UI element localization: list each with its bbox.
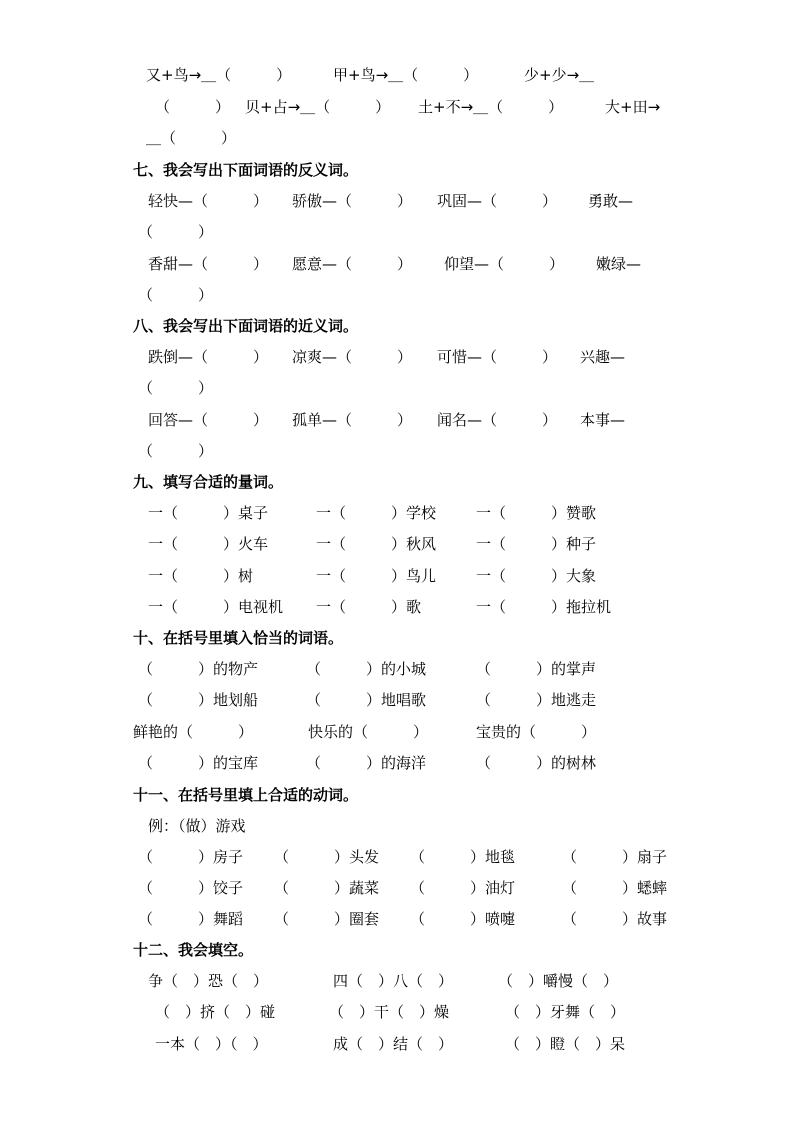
synonym-item: 闻名—（ ） (437, 411, 558, 429)
verb-item: （ ）地毯 (410, 848, 516, 866)
answer-blank: （ ） (138, 442, 214, 460)
phrase-item: （ ）地唱歌 (306, 691, 427, 709)
measure-word-item: 一（ ）大象 (476, 567, 597, 585)
phrase-item: （ ）的海洋 (306, 754, 427, 772)
synonym-item: 兴趣— (580, 348, 626, 366)
phrase-item: （ ）的掌声 (476, 660, 597, 678)
synonym-item: 回答—（ ） (148, 411, 269, 429)
section-heading: 九、填写合适的量词。 (133, 473, 284, 491)
idiom-item: （ ）瞪（ ）呆 (505, 1035, 626, 1053)
phrase-item: （ ）的树林 (476, 754, 597, 772)
phrase-item: （ ）的物产 (138, 660, 259, 678)
phrase-item: 鲜艳的（ ） (133, 723, 254, 741)
answer-blank: （ ） (138, 379, 214, 397)
answer-blank: （ ） (138, 286, 214, 304)
section-heading: 八、我会写出下面词语的近义词。 (133, 317, 359, 335)
measure-word-item: 一（ ）学校 (316, 504, 437, 522)
synonym-item: 孤单—（ ） (292, 411, 413, 429)
verb-item: （ ）扇子 (562, 848, 668, 866)
antonym-item: 骄傲—（ ） (292, 192, 413, 210)
word-combine-item: 大+田→ (605, 98, 661, 116)
measure-word-item: 一（ ）鸟儿 (316, 567, 437, 585)
verb-item: （ ）房子 (138, 848, 244, 866)
antonym-item: 愿意—（ ） (292, 255, 413, 273)
measure-word-item: 一（ ）桌子 (148, 504, 269, 522)
word-combine-item: 又+鸟→＿（ ） (146, 66, 292, 84)
synonym-item: 本事— (580, 411, 626, 429)
answer-blank: （ ） (138, 223, 214, 241)
word-combine-item: 少+少→＿ (524, 66, 595, 84)
synonym-item: 凉爽—（ ） (292, 348, 413, 366)
measure-word-item: 一（ ）电视机 (148, 598, 284, 616)
verb-item: （ ）蟋蟀 (562, 879, 668, 897)
phrase-item: 宝贵的（ ） (476, 723, 597, 741)
idiom-item: 四（ ）八（ ） (333, 972, 454, 990)
word-combine-item: 贝+占→＿（ ） (245, 98, 391, 116)
section-heading: 十、在括号里填入恰当的词语。 (133, 629, 344, 647)
phrase-item: （ ）的小城 (306, 660, 427, 678)
measure-word-item: 一（ ）歌 (316, 598, 422, 616)
answer-blank: （ ） (155, 98, 231, 116)
measure-word-item: 一（ ）拖拉机 (476, 598, 612, 616)
measure-word-item: 一（ ）火车 (148, 535, 269, 553)
idiom-item: 成（ ）结（ ） (333, 1035, 454, 1053)
verb-item: （ ）蔬菜 (274, 879, 380, 897)
idiom-item: （ ）干（ ）燥 (329, 1003, 450, 1021)
antonym-item: 嫩绿— (596, 255, 642, 273)
idiom-item: （ ）挤（ ）碰 (155, 1003, 276, 1021)
phrase-item: （ ）的宝库 (138, 754, 259, 772)
phrase-item: （ ）地划船 (138, 691, 259, 709)
word-combine-item: 土+不→＿（ ） (418, 98, 564, 116)
idiom-item: （ ）牙舞（ ） (505, 1003, 626, 1021)
example-text: 例：（做）游戏 (148, 817, 246, 835)
verb-item: （ ）舞蹈 (138, 910, 244, 928)
verb-item: （ ）饺子 (138, 879, 244, 897)
synonym-item: 跌倒—（ ） (148, 348, 269, 366)
verb-item: （ ）头发 (274, 848, 380, 866)
verb-item: （ ）喷嚏 (410, 910, 516, 928)
synonym-item: 可惜—（ ） (437, 348, 558, 366)
section-heading: 七、我会写出下面词语的反义词。 (133, 161, 359, 179)
antonym-item: 仰望—（ ） (444, 255, 565, 273)
antonym-item: 勇敢— (588, 192, 634, 210)
measure-word-item: 一（ ）树 (148, 567, 254, 585)
idiom-item: 一本（ ）（ ） (155, 1035, 268, 1053)
section-heading: 十二、我会填空。 (133, 941, 254, 959)
antonym-item: 轻快—（ ） (148, 192, 269, 210)
verb-item: （ ）油灯 (410, 879, 516, 897)
word-combine-item: 甲+鸟→＿（ ） (333, 66, 479, 84)
verb-item: （ ）故事 (562, 910, 668, 928)
measure-word-item: 一（ ）赞歌 (476, 504, 597, 522)
antonym-item: 巩固—（ ） (437, 192, 558, 210)
phrase-item: 快乐的（ ） (308, 723, 429, 741)
idiom-item: 争（ ）恐（ ） (148, 972, 269, 990)
answer-blank: ＿（ ） (146, 129, 237, 147)
verb-item: （ ）圈套 (274, 910, 380, 928)
phrase-item: （ ）地逃走 (476, 691, 597, 709)
measure-word-item: 一（ ）种子 (476, 535, 597, 553)
section-heading: 十一、在括号里填上合适的动词。 (133, 786, 359, 804)
antonym-item: 香甜—（ ） (148, 255, 269, 273)
idiom-item: （ ）嚼慢（ ） (498, 972, 619, 990)
measure-word-item: 一（ ）秋风 (316, 535, 437, 553)
